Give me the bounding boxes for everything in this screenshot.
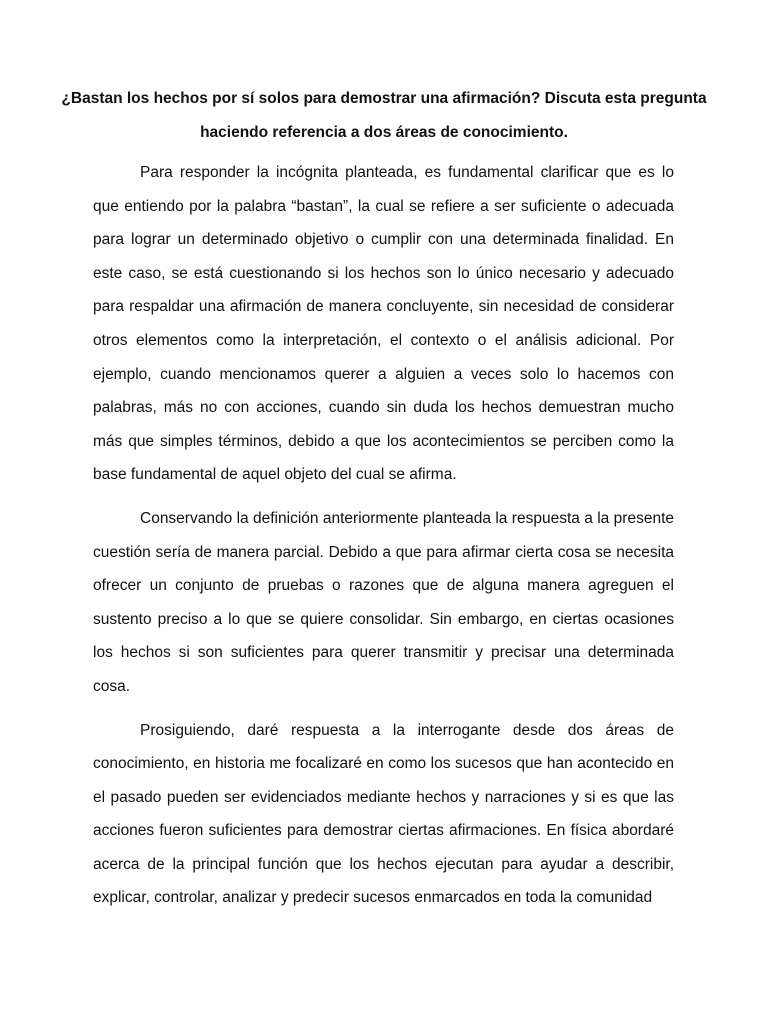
document-title: ¿Bastan los hechos por sí solos para demostrar una afirmación? Discuta esta pregunta haciendo referencia a dos áreas de conocimiento. xyxy=(61,90,707,141)
paragraph-partial-answer: Conservando la definición anteriormente planteada la respuesta a la presente cuestión sería de manera parcial. Debido a que para afirmar cierta cosa se necesita ofrecer un conjunto de pruebas o razones que de alguna manera agreguen el sustento preciso a lo que se quiere consolidar. Sin embargo, en ciertas ocasiones los hechos si son suficientes para querer transmitir y precisar una determinada cosa. xyxy=(93,509,674,695)
paragraph-definition: Para responder la incógnita planteada, es fundamental clarificar que es lo que entiendo por la palabra “bastan”, la cual se refiere a ser suficiente o adecuada para lograr un determinado objetivo o cumplir con una determinada finalidad. En este caso, se está cuestionando si los hechos son lo único necesario y adecuado para respaldar una afirmación de manera concluyente, sin necesidad de considerar otros elementos como la interpretación, el contexto o el análisis adicional. Por ejemplo, cuando mencionamos querer a alguien a veces solo lo hacemos con palabras, más no con acciones, cuando sin duda los hechos demuestran mucho más que simples términos, debido a que los acontecimientos se perciben como la base fundamental de aquel objeto del cual se afirma. xyxy=(93,164,674,484)
document-body xyxy=(93,156,674,925)
paragraph-areas-of-knowledge: Prosiguiendo, daré respuesta a la interrogante desde dos áreas de conocimiento, en historia me focalizaré en como los sucesos que han acontecido en el pasado pueden ser evidenciados mediante hechos y narraciones y si es que las acciones fueron suficientes para demostrar ciertas afirmaciones. En física abordaré acerca de la principal función que los hechos ejecutan para ayudar a describir, explicar, controlar, analizar y predecir sucesos enmarcados en toda la comunidad xyxy=(93,721,674,907)
